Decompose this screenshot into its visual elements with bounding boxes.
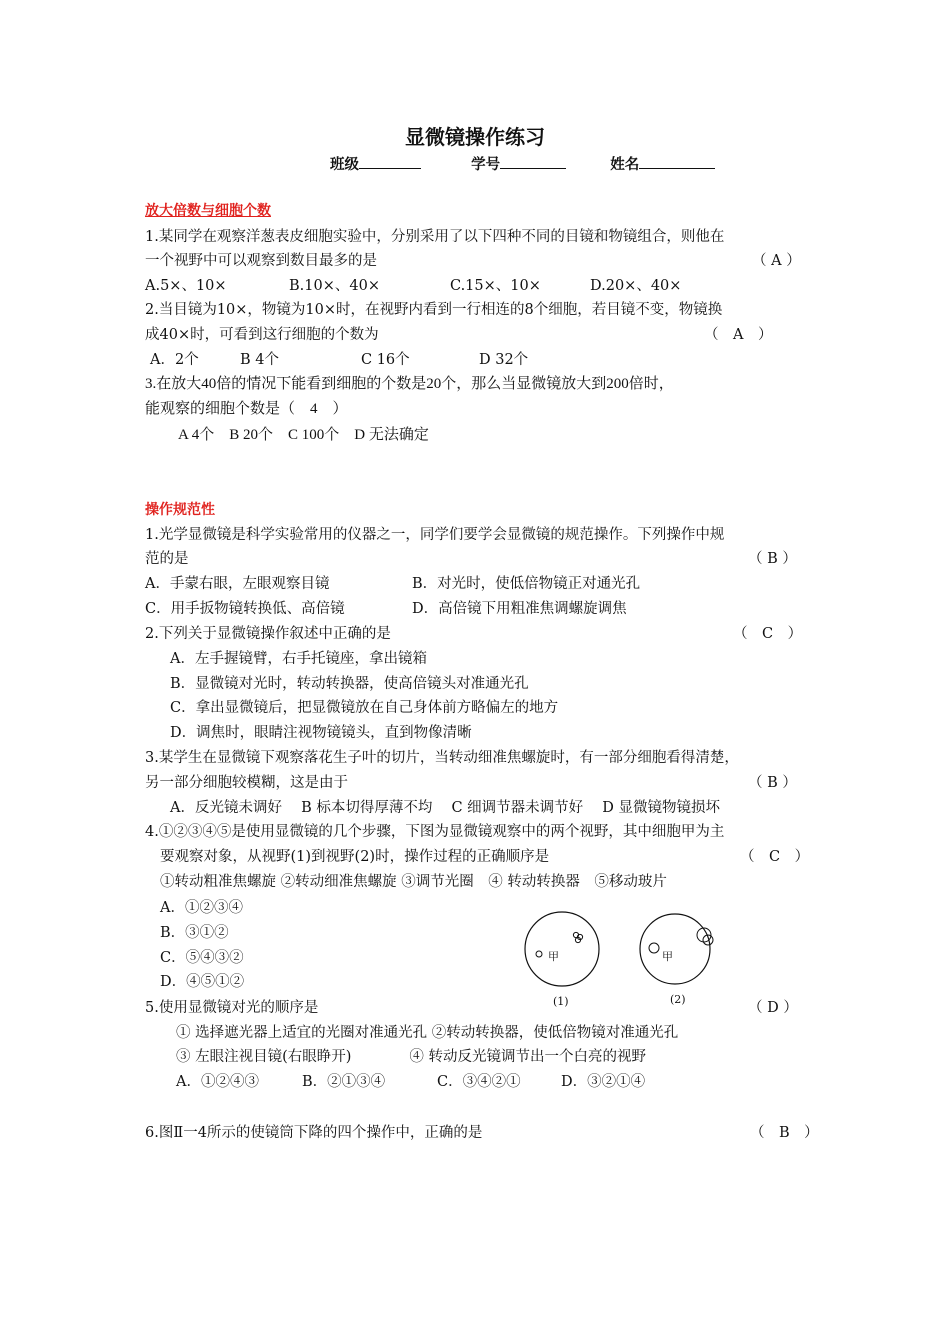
s2-q2-option-d: D．调焦时，眼睛注视物镜镜头，直到物像清晰	[170, 725, 472, 741]
view-1-cell-small	[536, 951, 542, 957]
s1-q2-option-c: C 16个	[361, 352, 410, 368]
s1-q3-line1: 3.在放大40倍的情况下能看到细胞的个数是20个，那么当显微镜放大到200倍时，	[145, 376, 674, 392]
s2-q5-line3: ③ 左眼注视目镜(右眼睁开) ④ 转动反光镜调节出一个白亮的视野	[176, 1049, 647, 1065]
view-2-circle	[640, 914, 710, 984]
view-2-cell-label: 甲	[662, 950, 673, 963]
s2-q1-option-b: B．对光时，使低倍物镜正对通光孔	[412, 576, 641, 592]
name-label: 姓名	[610, 156, 640, 173]
s2-q5-line2: ① 选择遮光器上适宜的光圈对准通光孔 ②转动转换器，使低倍物镜对准通光孔	[176, 1025, 679, 1041]
s1-q1-line1: 1.某同学在观察洋葱表皮细胞实验中，分别采用了以下四种不同的目镜和物镜组合，则他在	[145, 229, 725, 245]
s2-q1-line2: 范的是	[145, 551, 189, 567]
s2-q4-option-a: A．①②③④	[160, 900, 243, 916]
view-1-cell-label: 甲	[548, 950, 559, 963]
s2-q2-line1: 2.下列关于显微镜操作叙述中正确的是	[145, 626, 391, 642]
microscope-views-figure	[520, 905, 740, 1015]
section-heading-magnification: 放大倍数与细胞个数	[145, 203, 271, 219]
s2-q3-answer: （ B ）	[748, 775, 797, 791]
s1-q2-option-d: D 32个	[479, 352, 529, 368]
s1-q1-option-d: D.20×、40×	[590, 278, 682, 294]
s1-q2-line2: 成40×时，可看到这行细胞的个数为	[145, 327, 379, 343]
section-heading-operation: 操作规范性	[145, 502, 215, 518]
s2-q1-line1: 1.光学显微镜是科学实验常用的仪器之一，同学们要学会显微镜的规范操作。下列操作中规	[145, 527, 725, 543]
view-2-cell-large	[649, 943, 659, 953]
s2-q4-option-b: B．③①②	[160, 925, 229, 941]
s1-q1-option-b: B.10×、40×	[289, 278, 380, 294]
s2-q4-option-d: D．④⑤①②	[160, 974, 245, 990]
s1-q2-option-a: A．2个	[150, 352, 199, 368]
s2-q5-option-b: B．②①③④	[302, 1074, 386, 1090]
s2-q5-answer: （ D ）	[748, 1000, 798, 1016]
class-blank[interactable]	[359, 152, 421, 169]
s1-q1-line2: 一个视野中可以观察到数目最多的是	[145, 253, 377, 269]
s2-q2-option-b: B．显微镜对光时，转动转换器，使高倍镜头对准通光孔	[170, 676, 529, 692]
student-id-label: 学号	[471, 156, 501, 173]
s2-q1-option-a: A．手蒙右眼，左眼观察目镜	[145, 576, 330, 592]
s2-q5-option-c: C．③④②①	[437, 1074, 521, 1090]
s2-q3-line2: 另一部分细胞较模糊，这是由于	[145, 775, 348, 791]
s2-q1-option-c: C．用手扳物镜转换低、高倍镜	[145, 601, 345, 617]
class-label: 班级	[330, 156, 359, 173]
student-info-line	[330, 152, 715, 176]
s2-q4-line2: 要观察对象，从视野(1)到视野(2)时，操作过程的正确顺序是	[160, 849, 550, 865]
s2-q4-steps: ①转动粗准焦螺旋 ②转动细准焦螺旋 ③调节光圈 ④ 转动转换器 ⑤移动玻片	[160, 874, 667, 890]
student-id-blank[interactable]	[500, 152, 566, 169]
s1-q3-line2: 能观察的细胞个数是（ 4 ）	[145, 401, 348, 417]
name-blank[interactable]	[639, 152, 715, 169]
s1-q1-answer: （ A ）	[752, 253, 801, 269]
s2-q1-option-d: D．高倍镜下用粗准焦调螺旋调焦	[412, 601, 627, 617]
view-1-caption: (1)	[553, 995, 569, 1008]
s2-q6-answer: （ B ）	[750, 1125, 819, 1141]
view-1	[525, 912, 599, 1008]
s2-q1-answer: （ B ）	[748, 551, 797, 567]
s2-q5-line1: 5.使用显微镜对光的顺序是	[145, 1000, 319, 1016]
s2-q2-option-c: C．拿出显微镜后，把显微镜放在自己身体前方略偏左的地方	[170, 700, 559, 716]
s1-q1-option-a: A.5×、10×	[145, 278, 227, 294]
s2-q4-line1: 4.①②③④⑤是使用显微镜的几个步骤，下图为显微镜观察中的两个视野，其中细胞甲为主	[145, 824, 725, 840]
view-2	[640, 914, 713, 1006]
view-1-circle	[525, 912, 599, 986]
s2-q2-answer: （ C ）	[733, 626, 803, 642]
s1-q2-option-b: B 4个	[240, 352, 279, 368]
s2-q5-option-d: D．③②①④	[561, 1074, 646, 1090]
s1-q1-option-c: C.15×、10×	[450, 278, 541, 294]
s1-q2-line1: 2.当目镜为10×，物镜为10×时，在视野内看到一行相连的8个细胞，若目镜不变，物镜换	[145, 302, 723, 318]
view-2-caption: (2)	[670, 993, 686, 1006]
s2-q3-options: A．反光镜未调好 B 标本切得厚薄不均 C 细调节器未调节好 D 显微镜物镜损坏	[170, 800, 720, 816]
s2-q3-line1: 3.某学生在显微镜下观察落花生子叶的切片，当转动细准焦螺旋时，有一部分细胞看得清楚，	[145, 750, 739, 766]
page-title: 显微镜操作练习	[405, 125, 545, 149]
s2-q4-option-c: C．⑤④③②	[160, 950, 244, 966]
s2-q5-option-a: A．①②④③	[176, 1074, 259, 1090]
s1-q2-answer: （ A ）	[704, 327, 773, 343]
s2-q6-line1: 6.图Ⅱ一4所示的使镜筒下降的四个操作中，正确的是	[145, 1125, 483, 1141]
s2-q4-answer: （ C ）	[740, 849, 810, 865]
s2-q2-option-a: A．左手握镜臂，右手托镜座，拿出镜箱	[170, 651, 427, 667]
s1-q3-options: A 4个 B 20个 C 100个 D 无法确定	[178, 427, 429, 443]
